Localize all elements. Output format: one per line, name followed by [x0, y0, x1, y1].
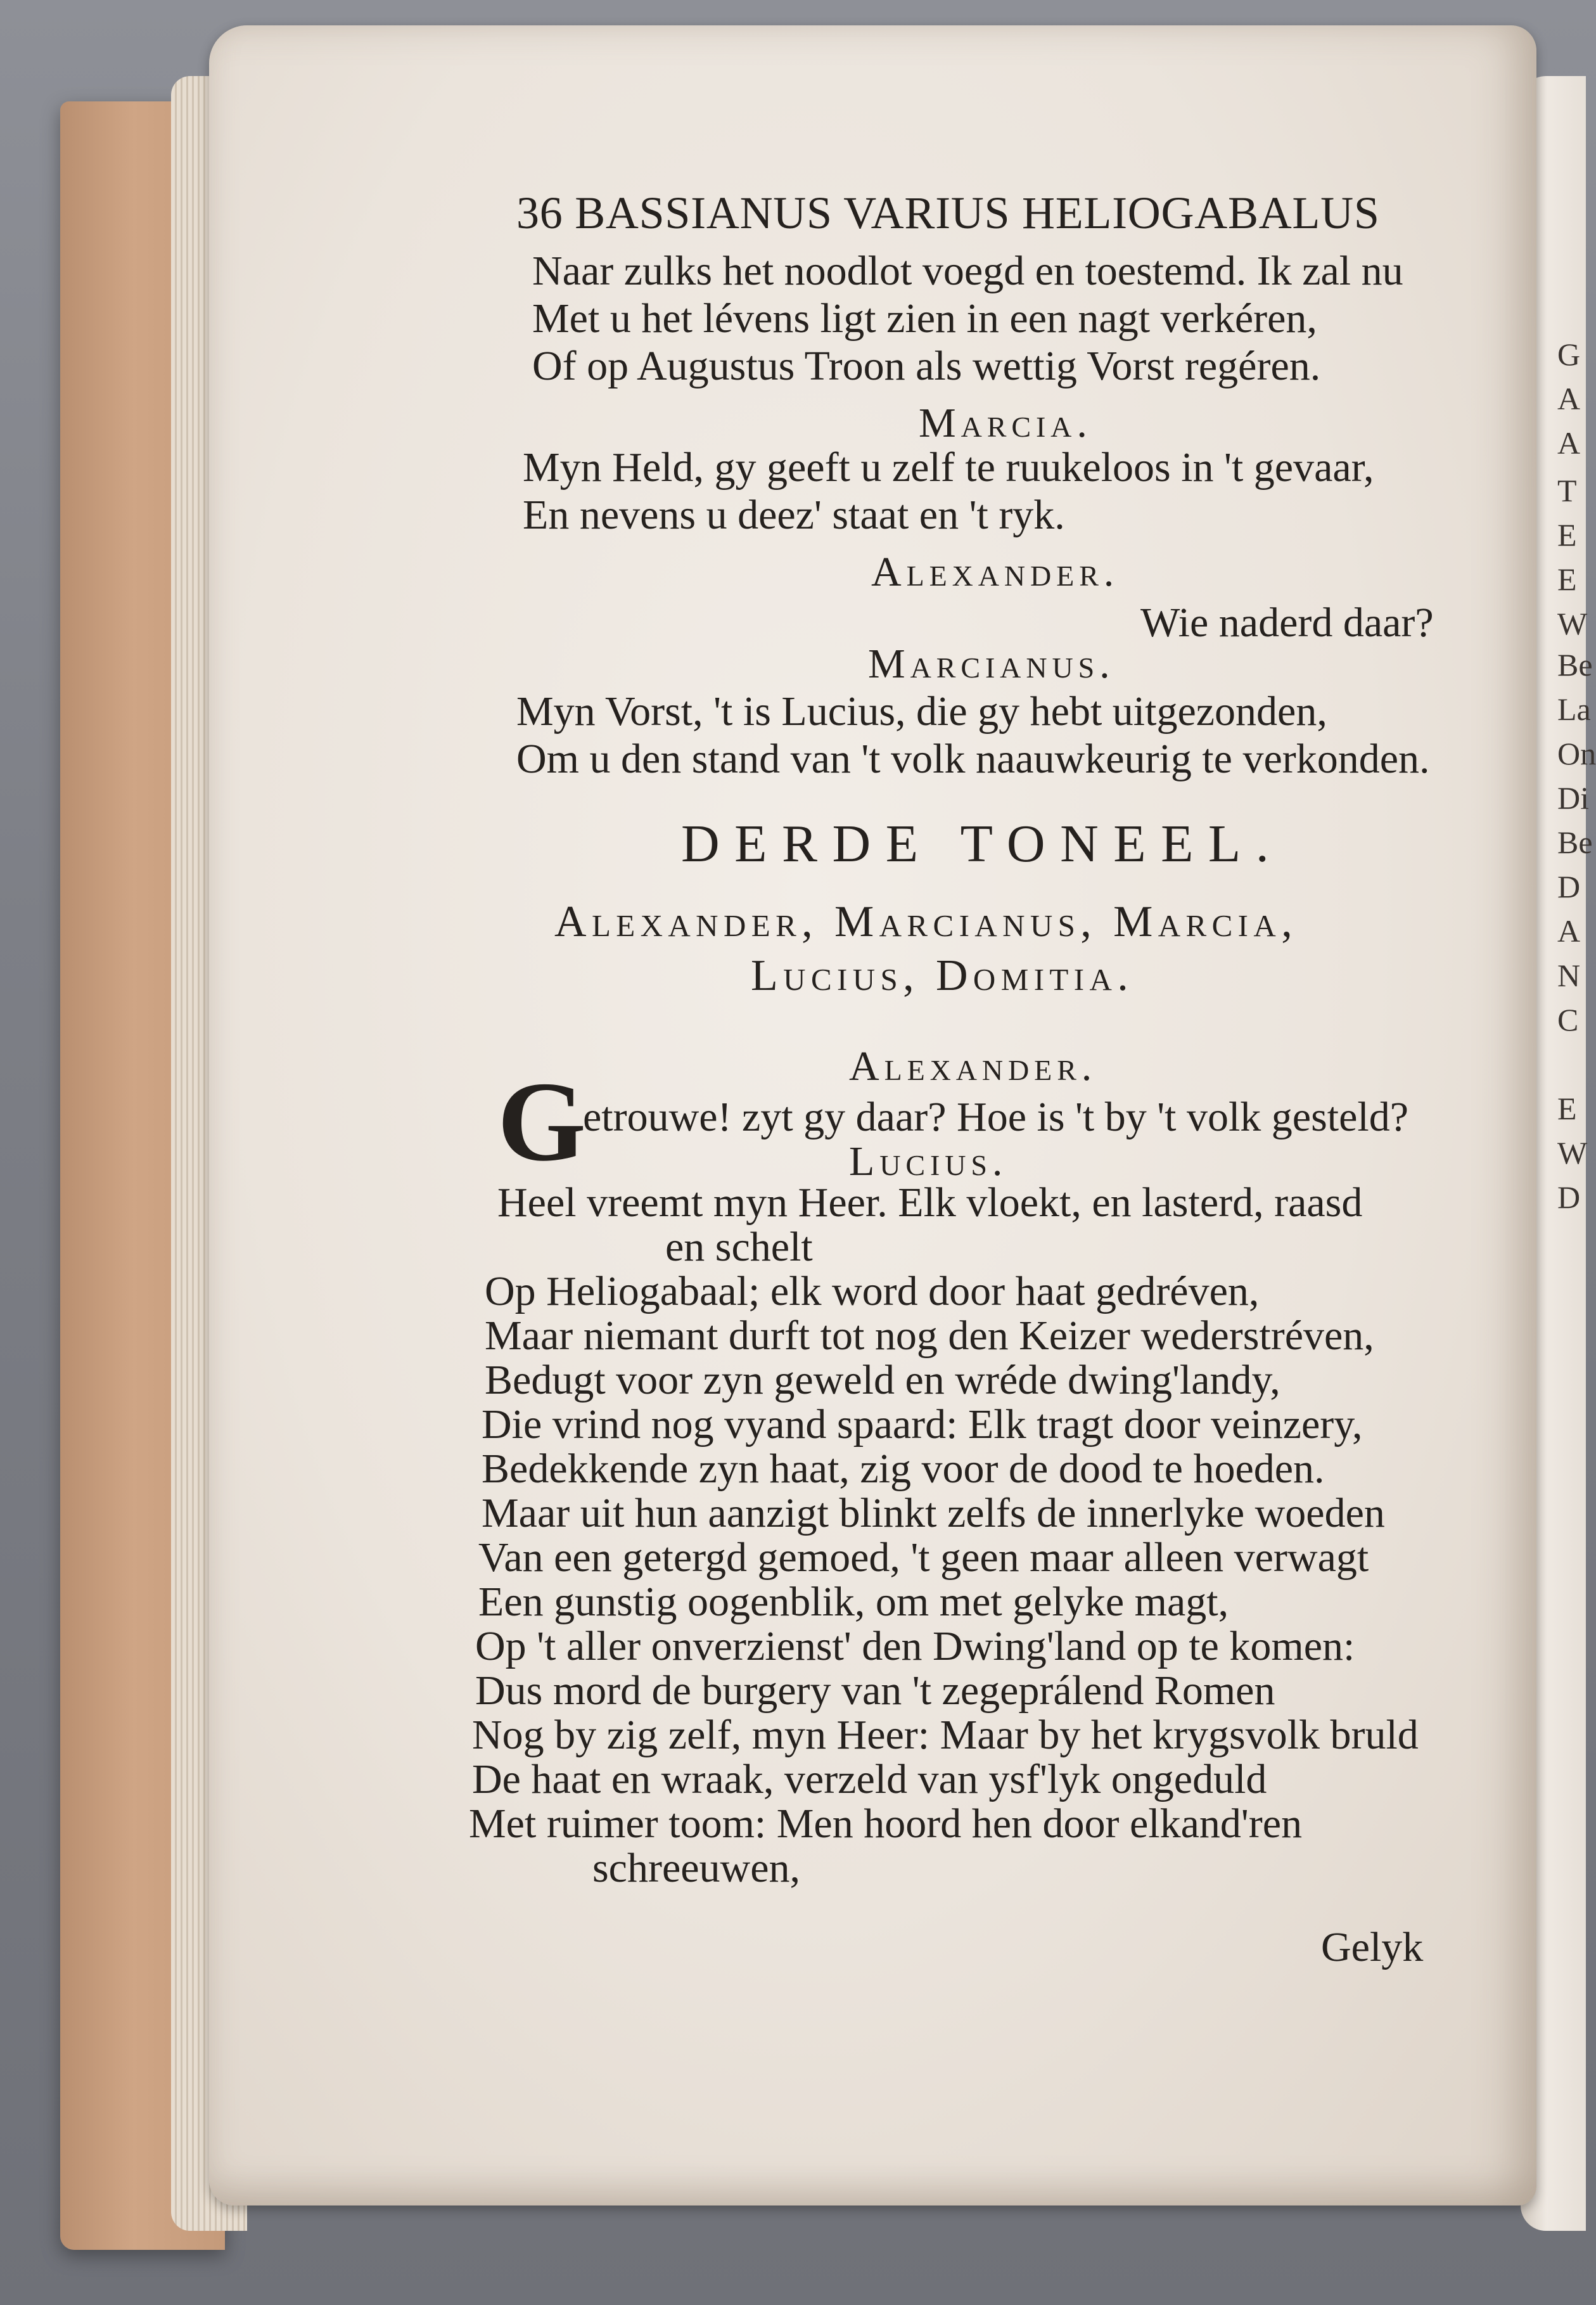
verse-line: De haat en wraak, verzeld van ysf'lyk ongeduld — [472, 1756, 1267, 1802]
facing-page-fragment: E — [1557, 562, 1577, 597]
verse-line: Een gunstig oogenblik, om met gelyke magt, — [478, 1579, 1229, 1625]
facing-page-fragment: On — [1557, 736, 1596, 771]
catchword: Gelyk — [1321, 1924, 1424, 1970]
verse-line: Myn Held, gy geeft u zelf te ruukeloos in 't gevaar, — [523, 444, 1374, 491]
verse-line: Dus mord de burgery van 't zegeprálend Romen — [475, 1667, 1275, 1714]
verse-line: Met u het lévens ligt zien in een nagt verkéren, — [532, 295, 1317, 342]
drop-capital: G — [497, 1058, 587, 1185]
verse-line: Myn Vorst, 't is Lucius, die gy hebt uitgezonden, — [516, 688, 1327, 735]
verse-line: Bedekkende zyn haat, zig voor de dood te hoeden. — [482, 1446, 1325, 1492]
facing-page-fragment: A — [1557, 425, 1581, 461]
facing-page-fragment: D — [1557, 1179, 1581, 1215]
verse-line: etrouwe! zyt gy daar? Hoe is 't by 't volk gesteld? — [583, 1094, 1409, 1140]
facing-page-fragment: W — [1557, 1135, 1588, 1171]
verse-line: Wie naderd daar? — [1140, 600, 1434, 646]
facing-page-fragment: La — [1557, 691, 1591, 727]
verse-line: Van een getergd gemoed, 't geen maar alleen verwagt — [478, 1534, 1369, 1581]
facing-page-fragment: E — [1557, 1091, 1577, 1126]
speaker-name: Alexander. — [849, 1043, 1097, 1089]
page-number: 36 — [516, 188, 563, 238]
running-title: BASSIANUS VARIUS HELIOGABALUS — [575, 188, 1380, 238]
facing-page-fragment: E — [1557, 517, 1577, 553]
verse-line: Op Heliogabaal; elk word door haat gedréven, — [485, 1268, 1260, 1314]
facing-page-fragment: Be — [1557, 825, 1593, 860]
facing-page-fragment: G — [1557, 337, 1581, 372]
verse-line: Met ruimer toom: Men hoord hen door elkand'ren — [469, 1801, 1303, 1847]
speaker-name: Lucius. — [849, 1138, 1008, 1185]
speaker-name: Alexander. — [871, 549, 1120, 595]
verse-line: Bedugt voor zyn geweld en wréde dwing'landy, — [485, 1357, 1280, 1403]
speaker-name: Marcia. — [919, 400, 1092, 446]
verse-line: Om u den stand van 't volk naauwkeurig te verkonden. — [516, 736, 1430, 782]
facing-page-fragment: Be — [1557, 647, 1593, 683]
verse-line: Of op Augustus Troon als wettig Vorst regéren. — [532, 343, 1321, 389]
verse-line: en schelt — [665, 1224, 813, 1270]
running-header — [516, 190, 1380, 236]
verse-line: Die vrind nog vyand spaard: Elk tragt door veinzery, — [482, 1401, 1363, 1448]
facing-page-fragment: W — [1557, 606, 1588, 641]
verse-line: Maar uit hun aanzigt blinkt zelfs de innerlyke woeden — [482, 1490, 1385, 1536]
speaker-name: Marcianus. — [868, 641, 1115, 687]
facing-page-fragment: Di — [1557, 780, 1589, 816]
cast-list: Alexander, Marcianus, Marcia, — [554, 897, 1298, 946]
verse-line: Maar niemant durft tot nog den Keizer wederstréven, — [485, 1313, 1374, 1359]
facing-page-fragment: A — [1557, 913, 1581, 949]
verse-line: Nog by zig zelf, myn Heer: Maar by het krygsvolk bruld — [472, 1712, 1419, 1758]
facing-page-fragment: N — [1557, 958, 1581, 993]
facing-page-fragment: T — [1557, 473, 1577, 508]
scene-title: DERDE TONEEL. — [681, 814, 1284, 873]
verse-line: Op 't aller onverzienst' den Dwing'land op te komen: — [475, 1623, 1355, 1669]
verse-line: Heel vreemt myn Heer. Elk vloekt, en lasterd, raasd — [497, 1179, 1363, 1226]
cast-list: Lucius, Domitia. — [751, 951, 1134, 1000]
facing-page-fragment: C — [1557, 1002, 1579, 1037]
facing-page-fragment: D — [1557, 869, 1581, 904]
verse-line: schreeuwen, — [592, 1845, 801, 1891]
verse-line: En nevens u deez' staat en 't ryk. — [523, 492, 1065, 538]
verse-line: Naar zulks het noodlot voegd en toestemd. Ik zal nu — [532, 248, 1403, 294]
facing-page-fragment: A — [1557, 381, 1581, 416]
